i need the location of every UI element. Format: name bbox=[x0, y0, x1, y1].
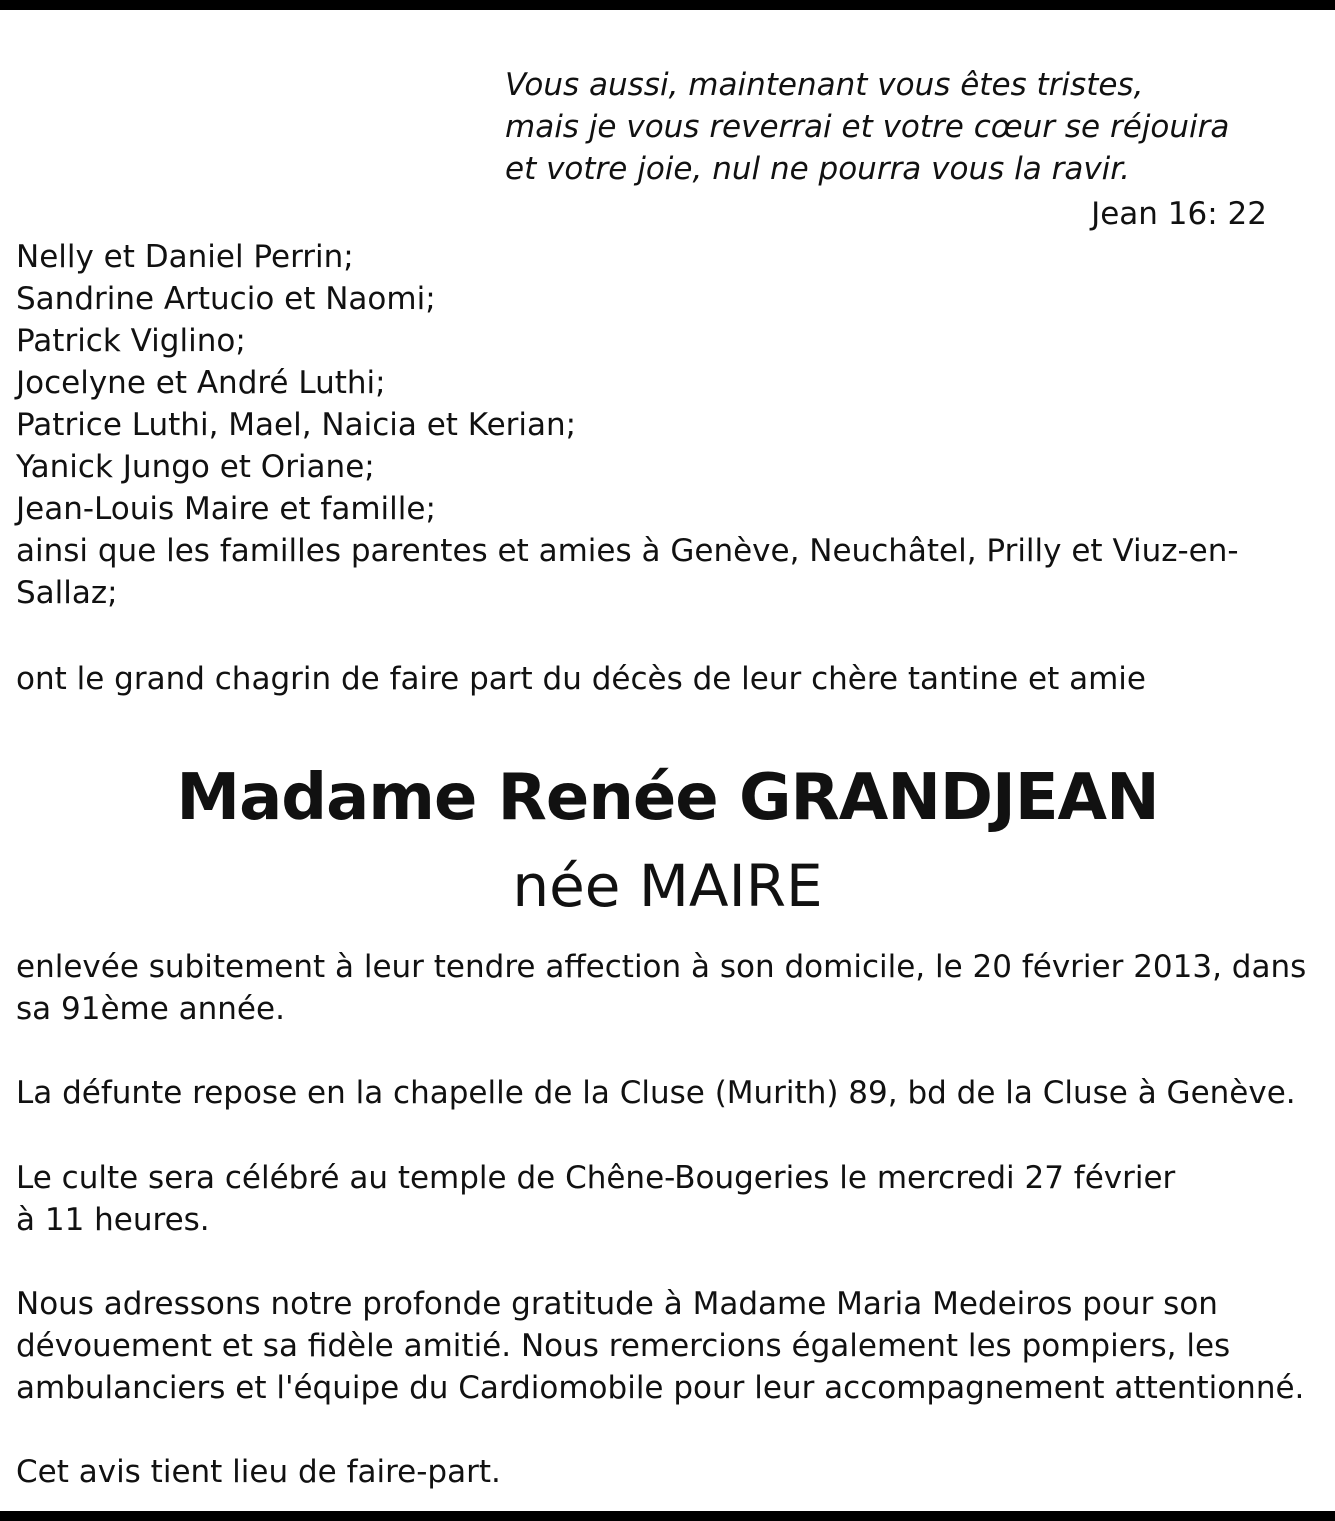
bottom-border-rule bbox=[0, 1511, 1335, 1521]
paragraph-line: Cet avis tient lieu de faire-part. bbox=[16, 1454, 501, 1490]
paragraph-repose bbox=[16, 1072, 1316, 1114]
announcement-text: ont le grand chagrin de faire part du décès de leur chère tantine et amie bbox=[16, 661, 1146, 697]
family-line: Yanick Jungo et Oriane; bbox=[16, 449, 375, 485]
paragraph-line: Nous adressons notre profonde gratitude à Madame Maria Medeiros pour son bbox=[16, 1286, 1218, 1322]
family-line: Jocelyne et André Luthi; bbox=[16, 365, 386, 401]
family-line: Sandrine Artucio et Naomi; bbox=[16, 281, 436, 317]
family-line: ainsi que les familles parentes et amies à Genève, Neuchâtel, Prilly et Viuz-en- bbox=[16, 533, 1239, 569]
family-line: Patrice Luthi, Mael, Naicia et Kerian; bbox=[16, 407, 577, 443]
family-line: Nelly et Daniel Perrin; bbox=[16, 239, 354, 275]
paragraph-thanks bbox=[16, 1283, 1316, 1409]
scripture-quote bbox=[505, 64, 1305, 190]
paragraph-line: à 11 heures. bbox=[16, 1202, 210, 1238]
paragraph-line: dévouement et sa fidèle amitié. Nous remercions également les pompiers, les bbox=[16, 1328, 1231, 1364]
paragraph-line: Le culte sera célébré au temple de Chêne-Bougeries le mercredi 27 février bbox=[16, 1160, 1176, 1196]
paragraph-service bbox=[16, 1157, 1316, 1241]
paragraph-line: enlevée subitement à leur tendre affection à son domicile, le 20 février 2013, dans bbox=[16, 949, 1307, 985]
family-line: Sallaz; bbox=[16, 575, 118, 611]
paragraph-line: La défunte repose en la chapelle de la Cluse (Murith) 89, bd de la Cluse à Genève. bbox=[16, 1075, 1296, 1111]
family-line: Patrick Viglino; bbox=[16, 323, 246, 359]
paragraph-line: ambulanciers et l'équipe du Cardiomobile pour leur accompagnement attentionné. bbox=[16, 1370, 1305, 1406]
paragraph-passing bbox=[16, 946, 1316, 1030]
quote-line: Vous aussi, maintenant vous êtes tristes, bbox=[505, 67, 1144, 103]
deceased-maiden-name: née MAIRE bbox=[512, 852, 823, 920]
family-line: Jean-Louis Maire et famille; bbox=[16, 491, 436, 527]
deceased-name: Madame Renée GRANDJEAN bbox=[176, 761, 1159, 835]
quote-line: et votre joie, nul ne pourra vous la ravir. bbox=[505, 151, 1131, 187]
paragraph-line: sa 91ème année. bbox=[16, 991, 285, 1027]
paragraph-notice bbox=[16, 1451, 1316, 1493]
scripture-reference: Jean 16: 22 bbox=[1091, 196, 1267, 232]
top-border-rule bbox=[0, 0, 1335, 10]
family-list bbox=[16, 236, 1316, 614]
quote-line: mais je vous reverrai et votre cœur se réjouira bbox=[505, 109, 1230, 145]
